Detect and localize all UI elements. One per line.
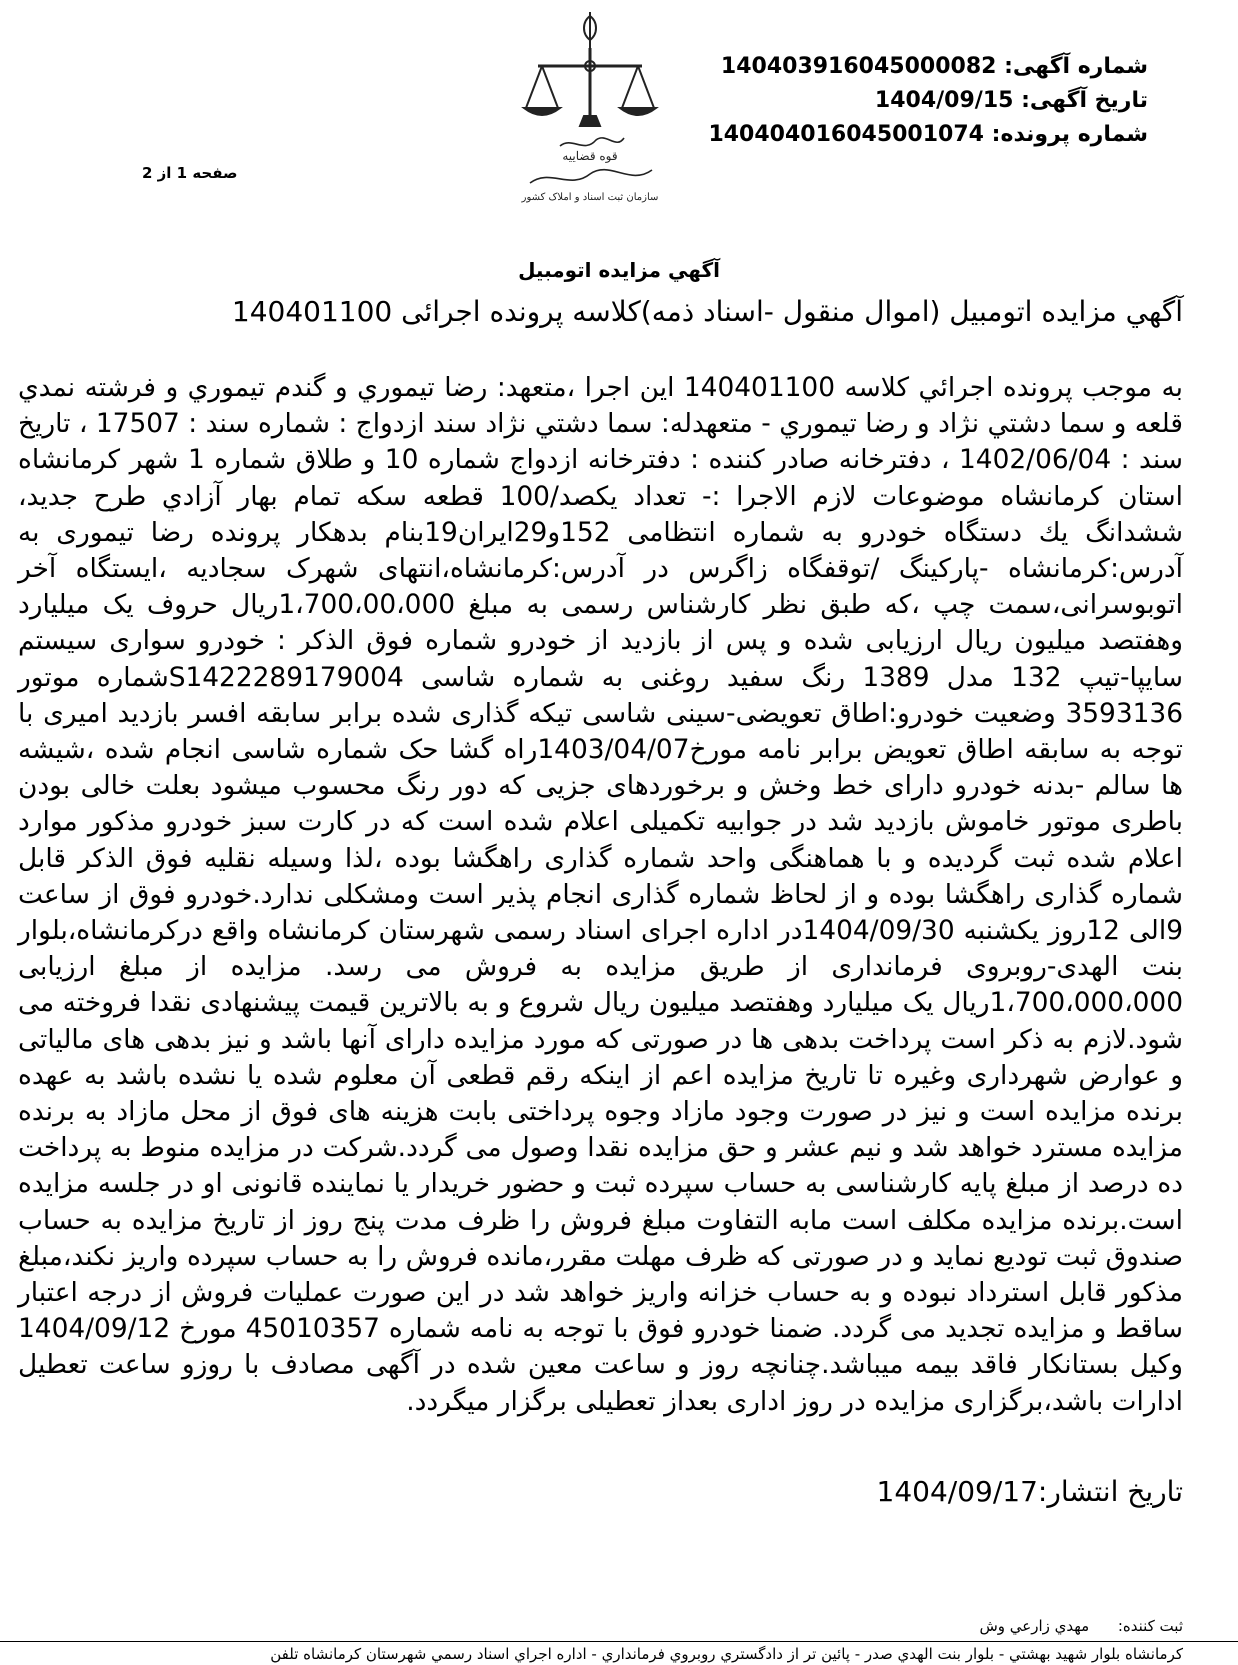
notice-header	[708, 50, 1148, 152]
case-number-row	[708, 118, 1148, 152]
registrar-label: ثبت کننده:	[1117, 1617, 1183, 1635]
page-indicator: صفحه 1 از 2	[142, 164, 238, 182]
notice-body	[18, 370, 1183, 1420]
emblem-caption-top: قوه قضاییه	[562, 149, 618, 163]
publication-date-line	[877, 1475, 1184, 1508]
notice-number-row	[708, 50, 1148, 84]
notice-number: 140403916045000082	[720, 54, 997, 79]
notice-subtitle: آگهي مزايده اتومبيل (اموال منقول -اسناد ذمه)کلاسه پرونده اجرائی 140401100	[231, 295, 1183, 328]
footer-divider	[0, 1641, 1238, 1642]
notice-number-label: شماره آگهی:	[1004, 54, 1148, 79]
case-number-label: شماره پرونده:	[991, 122, 1148, 147]
notice-date-label: تاریخ آگهی:	[1021, 88, 1148, 113]
judiciary-emblem-logo	[520, 8, 660, 208]
registrar-name: مهدي زارعي وش	[979, 1617, 1090, 1635]
notice-date-row	[708, 84, 1148, 118]
notice-title: آگهي مزايده اتومبيل	[518, 258, 720, 282]
registrar-line	[979, 1617, 1183, 1635]
footer-address: كرمانشاه بلوار شهيد بهشتي - بلوار بنت الهدي صدر - پائين تر از دادگستري روبروي فرمانداري - اداره اجراي اسناد رسمي شهرستان كرمانشاه تلفن	[270, 1645, 1183, 1663]
emblem-caption-bottom: سازمان ثبت اسناد و املاک کشور	[521, 192, 659, 203]
publication-date-label: تاریخ انتشار:	[1037, 1475, 1183, 1508]
notice-date: 1404/09/15	[874, 88, 1014, 113]
publication-date: 1404/09/17	[876, 1475, 1038, 1508]
notice-body-paragraph: به موجب پرونده اجرائي كلاسه 140401100 اين اجرا ،متعهد: رضا تيموري و گندم تيموري و فرشته نمدي قلعه و سما دشتي نژاد و رضا تيموري - متعهدله: سما دشتي نژاد سند ازدواج : شماره سند : 17507 ، تاريخ سند : 1402/06/04 ، دفترخانه صادر كننده : دفترخانه ازدواج شماره 10 و طلاق شماره 1 شهر كرمانشاه استان كرمانشاه موضوعات لازم الاجرا :- تعداد یکصد/100 قطعه سکه تمام بهار آزادي طرح جديد، ششدانگ يك دستگاه خودرو به شماره انتظامی 152و29ایران19بنام بدهکار پرونده رضا تیموری به آدرس:کرمانشاه -پارکینگ /توقفگاه زاگرس در آدرس:کرمانشاه،انتهای شهرک سجادیه ،ایستگاه آخر اتوبوسرانی،سمت چپ ،که طبق نظر کارشناس رسمی به مبلغ 1،700،00،000ریال حروف یک میلیارد وهفتصد میلیون ریال ارزیابی شده و پس از بازدید از خودرو شماره فوق الذکر : خودرو سواری سیستم سایپا-تیپ 132 مدل 1389 رنگ سفید روغنی به شماره شاسی S1422289179004شماره موتور 3593136 وضعیت خودرو:اطاق تعویضی-سینی شاسی تیکه گذاری شده برابر سابقه افسر بازدید امیری با توجه به سابقه اطاق تعویض برابر نامه مورخ1403/04/07راه گشا حک شماره شاسی انجام شده ،شیشه ها سالم -بدنه خودرو دارای خط وخش و برخوردهای جزیی که دور رنگ محسوب میشود بعلت خالی بودن باطری موتور خاموش بازدید شد در جوابیه تکمیلی اعلام شده است که در کارت سبز خودرو مذکور موارد اعلام شده ثبت گردیده و با هماهنگی واحد شماره گذاری راهگشا بوده ،لذا وسیله نقلیه فوق الذکر قابل شماره گذاری راهگشا بوده و از لحاظ شماره گذاری انجام پذیر است ومشکلی ندارد.خودرو فوق از ساعت 9الی 12روز یکشنبه 1404/09/30در اداره اجرای اسناد رسمی شهرستان کرمانشاه واقع درکرمانشاه،بلوار بنت الهدی-روبروی فرمانداری از طریق مزایده به فروش می رسد. مزایده از مبلغ ارزیابی 1،700،000،000ریال یک میلیارد وهفتصد میلیون ریال شروع و به بالاترین قیمت پیشنهادی نقدا فروخته می شود.لازم به ذکر است پرداخت بدهی ها در صورتی که مورد مزایده دارای آنها باشد و نیز بدهی های مالیاتی و عوارض شهرداری وغیره تا تاریخ مزایده اعم از اینکه رقم قطعی آن معلوم شده یا نشده باشد به عهده برنده مزایده است و نیز در صورت وجود مازاد وجوه پرداختی بابت هزینه های فوق از محل مازاد به برنده مزایده مسترد خواهد شد و نیم عشر و حق مزایده نقدا وصول می گردد.شرکت در مزایده منوط به پرداخت ده درصد از مبلغ پایه کارشناسی به حساب سپرده ثبت و حضور خریدار یا نماینده قانونی او در جلسه مزایده است.برنده مزایده مکلف است مابه التفاوت مبلغ فروش را ظرف مدت پنج روز از تاریخ مزایده به حساب صندوق ثبت تودیع نماید و در صورتی که ظرف مهلت مقرر،مانده فروش را به حساب سپرده واریز نکند،مبلغ مذکور قابل استرداد نبوده و به حساب خزانه واریز خواهد شد در این صورت عملیات فروش از درجه اعتبار ساقط و مزایده تجدید می گردد. ضمنا خودرو فوق با توجه به نامه شماره 45010357 مورخ 1404/09/12 وکیل بستانکار فاقد بیمه میباشد.چنانچه روز و ساعت معین شده در آگهی مصادف با روزو ساعت تعطیل ادارات باشد،برگزاری مزایده در روز اداری بعداز تعطیلی برگزار میگردد.	[18, 372, 1184, 1417]
case-number: 140404016045001074	[708, 122, 984, 147]
